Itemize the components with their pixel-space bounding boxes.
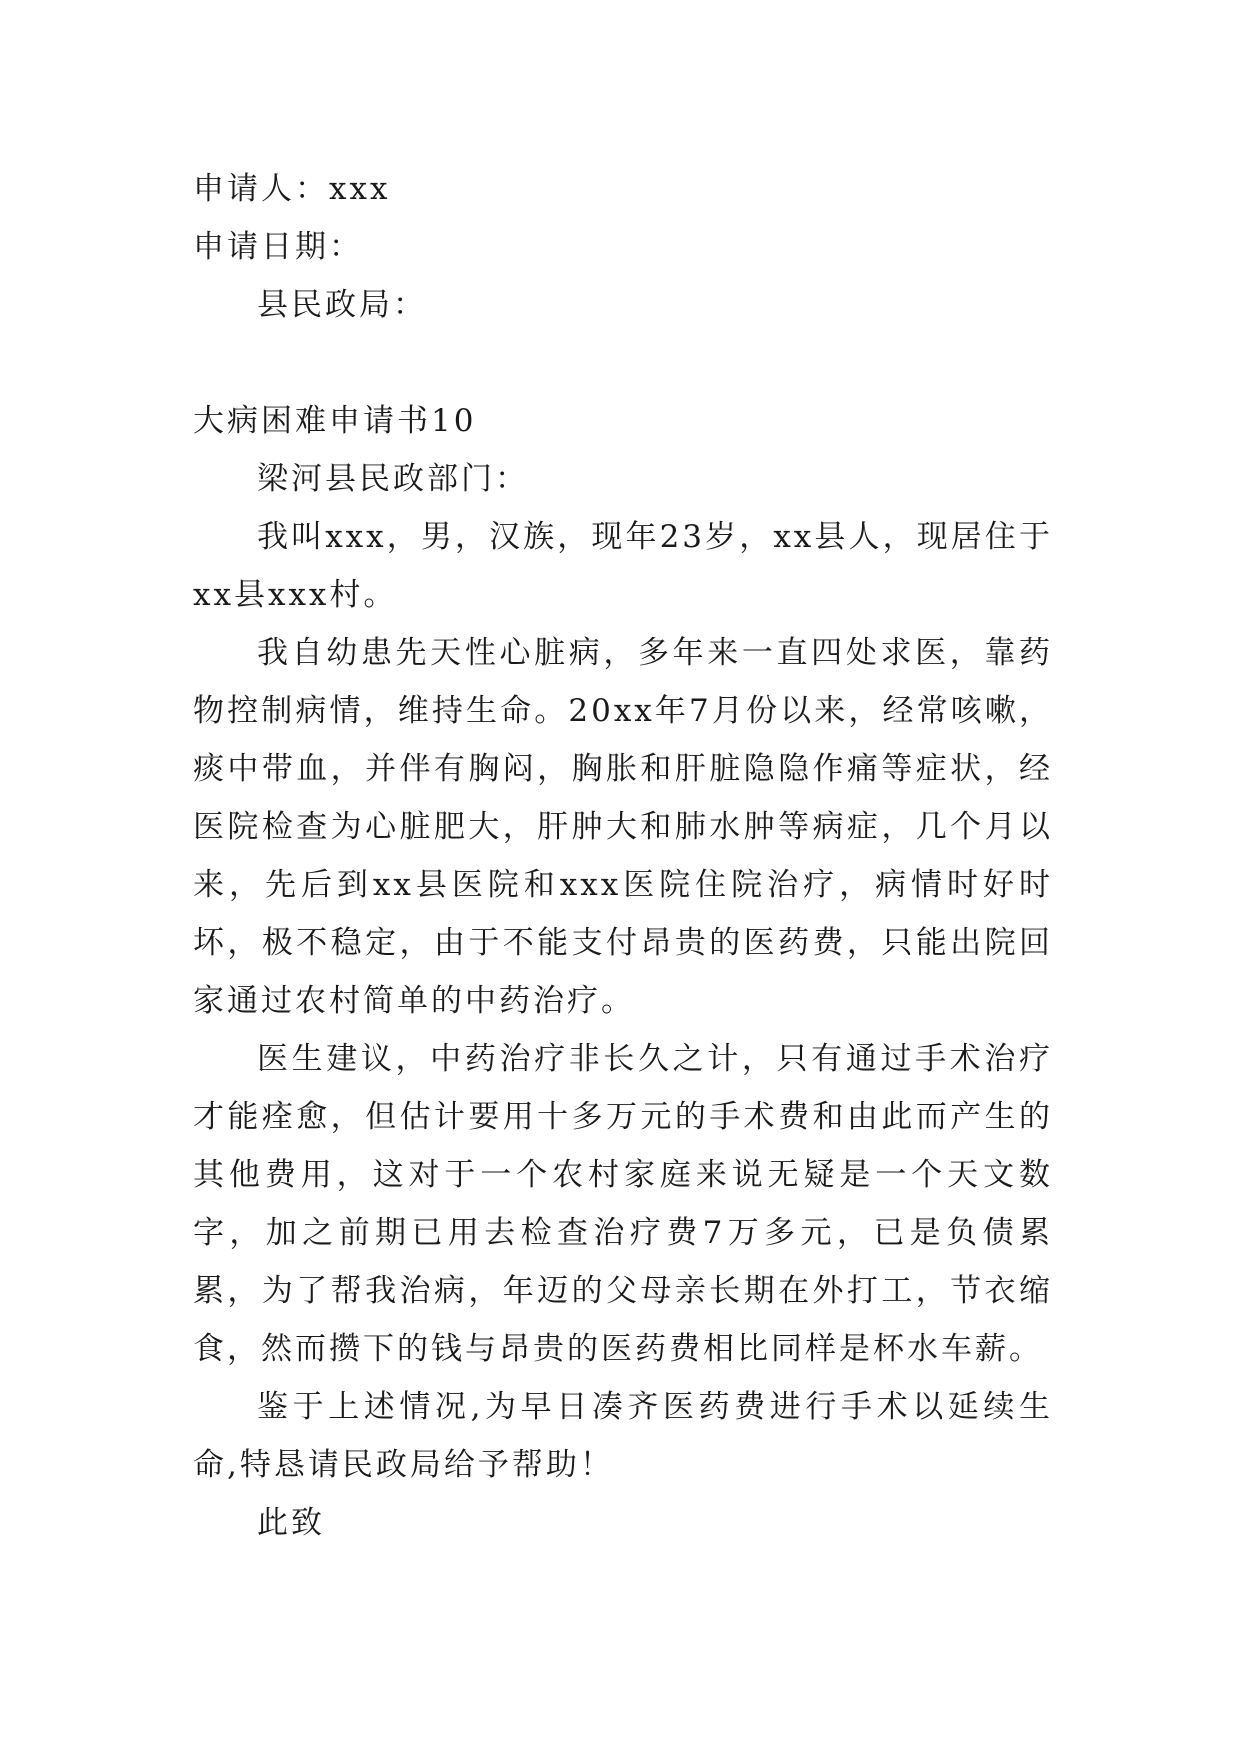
closing-line: 此致 (257, 1505, 325, 1541)
section-title: 大病困难申请书10 (193, 403, 477, 439)
paragraph-illness: 我自幼患先天性心脏病，多年来一直四处求医，靠药物控制病情，维持生命。20xx年7月份以来，经常咳嗽，痰中带血，并伴有胸闷，胸胀和肝脏隐隐作痛等症状，经医院检查为心脏肥大，肝肿大和肺水肿等病症，几个月以来，先后到xx县医院和xxx医院住院治疗，病情时好时坏，极不稳定，由于不能支付昂贵的医药费，只能出院回家通过农村简单的中药治疗。 (193, 635, 1053, 1019)
applicant-line: 申请人：xxx (193, 171, 391, 207)
document-body (193, 160, 1053, 1552)
paragraph-request: 鉴于上述情况,为早日凑齐医药费进行手术以延续生命,特恳请民政局给予帮助！ (193, 1389, 1053, 1483)
date-line: 申请日期： (193, 229, 363, 265)
section-gap (193, 334, 1053, 392)
recipient-line: 县民政局： (257, 287, 427, 323)
paragraph-intro: 我叫xxx，男，汉族，现年23岁，xx县人，现居住于xx县xxx村。 (193, 519, 1053, 613)
paragraph-cost: 医生建议，中药治疗非长久之计，只有通过手术治疗才能痊愈，但估计要用十多万元的手术费和由此而产生的其他费用，这对于一个农村家庭来说无疑是一个天文数字，加之前期已用去检查治疗费7万多元，已是负债累累，为了帮我治病，年迈的父母亲长期在外打工，节衣缩食，然而攒下的钱与昂贵的医药费相比同样是杯水车薪。 (193, 1041, 1053, 1367)
salutation: 梁河县民政部门： (257, 461, 529, 497)
